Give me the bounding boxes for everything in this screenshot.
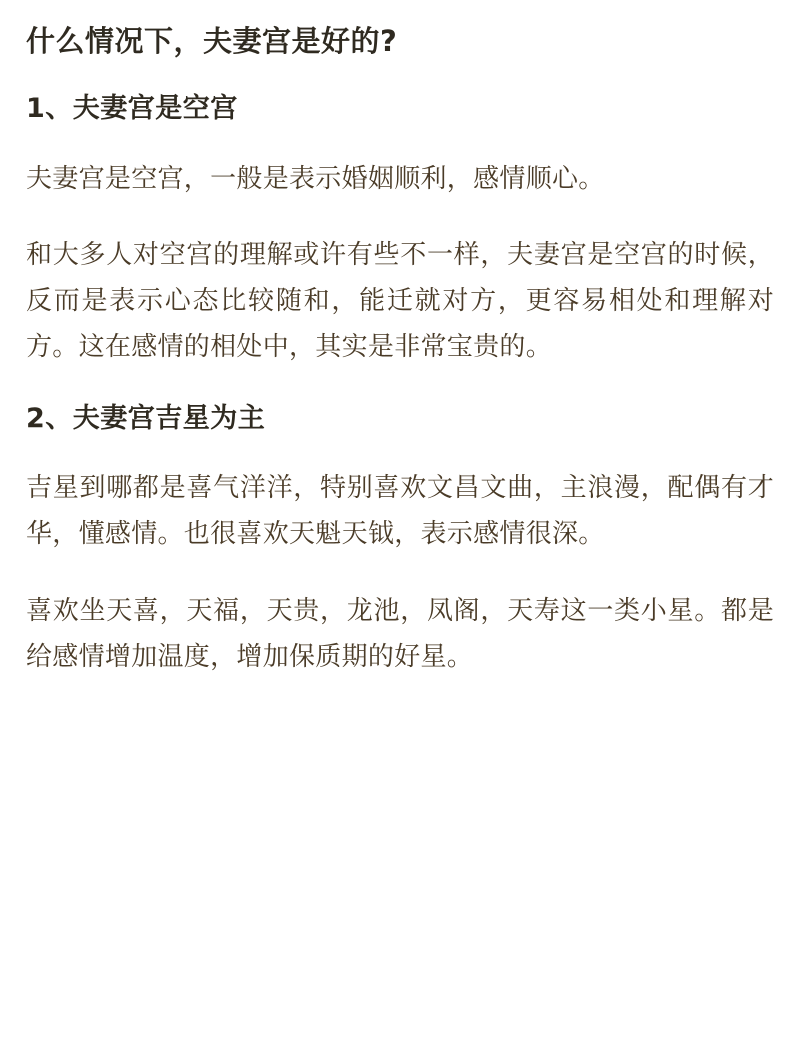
- section-heading-2: 2、夫妻宫吉星为主: [26, 402, 266, 434]
- section-heading-1: 1、夫妻宫是空宫: [26, 93, 238, 125]
- paragraph-2-1: 吉星到哪都是喜气洋洋，特别喜欢文昌文曲，主浪漫，配偶有才华，懂感情。也很喜欢天魁天钺，表示感情很深。: [26, 473, 774, 550]
- paragraph-1-2: 和大多人对空宫的理解或许有些不一样，夫妻宫是空宫的时候，反而是表示心态比较随和，能迁就对方，更容易相处和理解对方。这在感情的相处中，其实是非常宝贵的。: [26, 239, 774, 363]
- paragraph-1-1: 夫妻宫是空宫，一般是表示婚姻顺利，感情顺心。: [26, 163, 605, 194]
- page-title: 什么情况下，夫妻宫是好的?: [26, 24, 398, 58]
- paragraph-2-2: 喜欢坐天喜，天福，天贵，龙池，凤阁，天寿这一类小星。都是给感情增加温度，增加保质期的好星。: [26, 595, 774, 672]
